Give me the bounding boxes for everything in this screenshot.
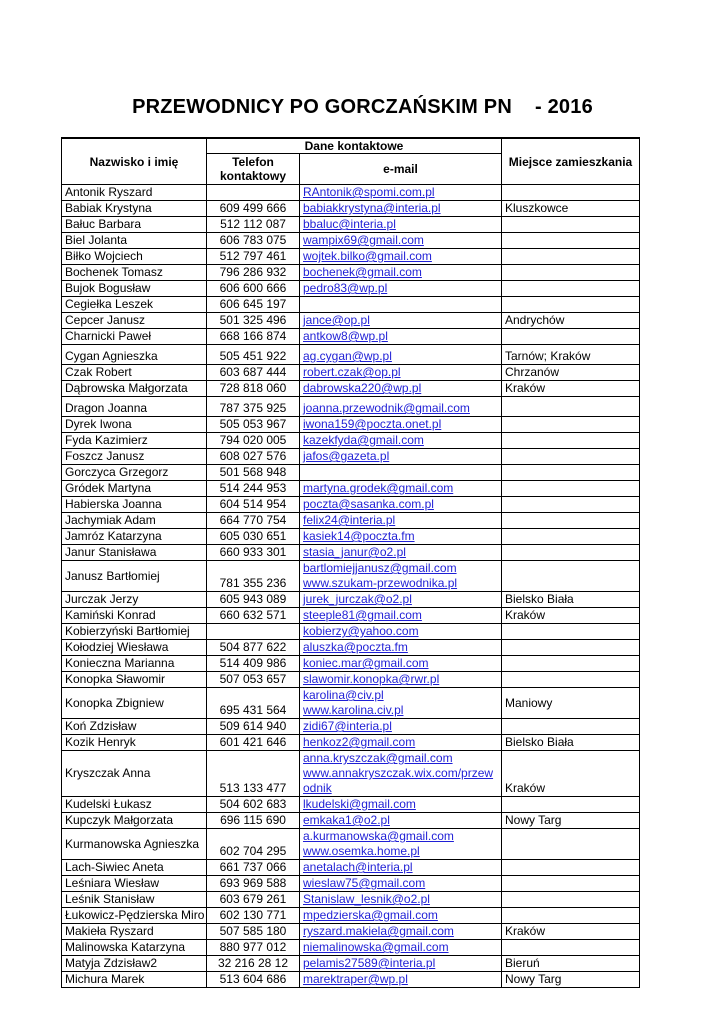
cell-phone: 781 355 236 [207, 561, 300, 592]
cell-name: Gródek Martyna [62, 481, 207, 497]
table-row [62, 829, 640, 860]
cell-email [300, 640, 502, 656]
table-row [62, 656, 640, 672]
cell-email [300, 217, 502, 233]
cell-phone: 880 977 012 [207, 940, 300, 956]
page-title: PRZEWODNICY PO GORCZAŃSKIM PN - 2016 [132, 96, 593, 118]
cell-name: Jamróz Katarzyna [62, 529, 207, 545]
cell-email [300, 561, 502, 592]
cell-name: Biel Jolanta [62, 233, 207, 249]
cell-place [502, 281, 640, 297]
cell-place [502, 672, 640, 688]
cell-name: Kupczyk Małgorzata [62, 813, 207, 829]
cell-email [300, 417, 502, 433]
cell-place: Kraków [502, 924, 640, 940]
cell-email [300, 545, 502, 561]
cell-place [502, 297, 640, 313]
email-link[interactable]: kobierzy@yahoo.com [303, 624, 419, 638]
cell-place [502, 513, 640, 529]
table-row [62, 640, 640, 656]
cell-place [502, 433, 640, 449]
email-link[interactable]: www.annakryszczak.wix.com/przew [303, 766, 494, 780]
email-link[interactable]: steeple81@gmail.com [303, 608, 422, 622]
table-row [62, 892, 640, 908]
cell-place [502, 529, 640, 545]
cell-place [502, 656, 640, 672]
email-link[interactable]: bartlomiejjanusz@gmail.com [303, 561, 457, 575]
header-phone: Telefon kontaktowy [207, 154, 300, 185]
cell-phone: 512 797 461 [207, 249, 300, 265]
email-link[interactable]: aluszka@poczta.fm [303, 640, 408, 654]
cell-phone: 603 687 444 [207, 365, 300, 381]
cell-name: Kobierzyński Bartłomiej [62, 624, 207, 640]
cell-name: Bujok Bogusław [62, 281, 207, 297]
cell-email [300, 813, 502, 829]
email-link[interactable]: a.kurmanowska@gmail.com [303, 829, 454, 843]
email-link[interactable]: wieslaw75@gmail.com [303, 876, 426, 890]
cell-name: Babiak Krystyna [62, 201, 207, 217]
table-row [62, 908, 640, 924]
table-row [62, 608, 640, 624]
cell-place: Andrychów [502, 313, 640, 329]
cell-place: Tarnów; Kraków [502, 345, 640, 365]
cell-phone: 660 933 301 [207, 545, 300, 561]
cell-email [300, 829, 502, 860]
cell-name: Gorczyca Grzegorz [62, 465, 207, 481]
cell-phone: 504 602 683 [207, 797, 300, 813]
cell-phone: 602 130 771 [207, 908, 300, 924]
table-row [62, 281, 640, 297]
cell-name: Jurczak Jerzy [62, 592, 207, 608]
email-link[interactable]: www.szukam-przewodnika.pl [303, 576, 458, 590]
cell-place [502, 892, 640, 908]
table-row [62, 624, 640, 640]
cell-place: Bieruń [502, 956, 640, 972]
cell-email [300, 297, 502, 313]
cell-phone: 693 969 588 [207, 876, 300, 892]
cell-name: Dąbrowska Małgorzata [62, 381, 207, 397]
cell-name: Dyrek Iwona [62, 417, 207, 433]
email-link[interactable]: iwona159@poczta.onet.pl [303, 417, 442, 431]
cell-email [300, 529, 502, 545]
cell-email [300, 465, 502, 481]
table-row [62, 860, 640, 876]
email-link[interactable]: poczta@sasanka.com.pl [303, 497, 434, 511]
cell-email [300, 624, 502, 640]
cell-place [502, 449, 640, 465]
cell-phone [207, 624, 300, 640]
email-link[interactable]: zidi67@interia.pl [303, 719, 392, 733]
cell-phone: 509 614 940 [207, 719, 300, 735]
cell-place: Kraków [502, 751, 640, 797]
cell-name: Kołodziej Wiesława [62, 640, 207, 656]
cell-place [502, 624, 640, 640]
cell-phone: 609 499 666 [207, 201, 300, 217]
cell-name: Leśniara Wiesław [62, 876, 207, 892]
table-row [62, 249, 640, 265]
cell-email [300, 185, 502, 201]
cell-place [502, 329, 640, 345]
cell-phone: 514 244 953 [207, 481, 300, 497]
cell-email [300, 345, 502, 365]
email-link[interactable]: www.karolina.civ.pl [303, 703, 404, 717]
cell-place: Nowy Targ [502, 972, 640, 988]
table-row [62, 233, 640, 249]
cell-name: Leśnik Stanisław [62, 892, 207, 908]
email-link[interactable]: martyna.grodek@gmail.com [303, 481, 454, 495]
cell-phone: 604 514 954 [207, 497, 300, 513]
guides-table [61, 137, 640, 988]
table-row [62, 672, 640, 688]
cell-name: Kurmanowska Agnieszka [62, 829, 207, 860]
cell-phone: 507 053 657 [207, 672, 300, 688]
table-row [62, 529, 640, 545]
table-row [62, 688, 640, 719]
table-row [62, 381, 640, 397]
cell-email [300, 365, 502, 381]
table-row [62, 481, 640, 497]
cell-phone: 605 943 089 [207, 592, 300, 608]
cell-email [300, 281, 502, 297]
email-link[interactable]: stasia_janur@o2.pl [303, 545, 406, 559]
cell-email [300, 397, 502, 417]
cell-place: Bielsko Biała [502, 592, 640, 608]
cell-place: Kraków [502, 381, 640, 397]
cell-email [300, 433, 502, 449]
cell-email [300, 329, 502, 345]
cell-place [502, 719, 640, 735]
email-link[interactable]: ag.cygan@wp.pl [303, 349, 392, 363]
table-row [62, 345, 640, 365]
table-row [62, 561, 640, 592]
table-row [62, 956, 640, 972]
email-link[interactable]: henkoz2@gmail.com [303, 735, 416, 749]
table-row [62, 735, 640, 751]
header-place: Miejsce zamieszkania [502, 138, 640, 185]
cell-phone: 696 115 690 [207, 813, 300, 829]
email-link[interactable]: ryszard.makiela@gmail.com [303, 924, 454, 938]
table-row [62, 201, 640, 217]
cell-name: Kamiński Konrad [62, 608, 207, 624]
cell-place: Kraków [502, 608, 640, 624]
cell-place [502, 829, 640, 860]
cell-phone: 608 027 576 [207, 449, 300, 465]
email-link[interactable]: Stanislaw_lesnik@o2.pl [303, 892, 430, 906]
email-link[interactable]: robert.czak@op.pl [303, 365, 401, 379]
table-row [62, 545, 640, 561]
cell-place: Bielsko Biała [502, 735, 640, 751]
header-contact: Dane kontaktowe [207, 138, 502, 154]
header-name: Nazwisko i imię [62, 138, 207, 185]
cell-name: Łukowicz-Pędzierska Miro [62, 908, 207, 924]
cell-place [502, 465, 640, 481]
cell-place [502, 561, 640, 592]
cell-name: Konopka Zbigniew [62, 688, 207, 719]
cell-name: Michura Marek [62, 972, 207, 988]
cell-email [300, 608, 502, 624]
email-link[interactable]: bbaluc@interia.pl [303, 217, 396, 231]
cell-phone: 505 053 967 [207, 417, 300, 433]
cell-place [502, 876, 640, 892]
email-link[interactable]: www.osemka.home.pl [303, 844, 420, 858]
cell-email [300, 719, 502, 735]
cell-phone: 603 679 261 [207, 892, 300, 908]
cell-email [300, 956, 502, 972]
email-link[interactable]: lkudelski@gmail.com [303, 797, 416, 811]
cell-phone: 606 783 075 [207, 233, 300, 249]
cell-email [300, 656, 502, 672]
cell-email [300, 481, 502, 497]
cell-phone: 602 704 295 [207, 829, 300, 860]
cell-phone: 787 375 925 [207, 397, 300, 417]
cell-phone: 796 286 932 [207, 265, 300, 281]
cell-email [300, 751, 502, 797]
cell-name: Matyja Zdzisław2 [62, 956, 207, 972]
cell-email [300, 265, 502, 281]
email-link[interactable]: felix24@interia.pl [303, 513, 396, 527]
table-row [62, 592, 640, 608]
email-link[interactable]: pedro83@wp.pl [303, 281, 388, 295]
cell-email [300, 201, 502, 217]
email-link[interactable]: odnik [303, 781, 332, 795]
cell-email [300, 449, 502, 465]
email-link[interactable]: kasiek14@poczta.fm [303, 529, 415, 543]
cell-phone: 664 770 754 [207, 513, 300, 529]
cell-phone: 728 818 060 [207, 381, 300, 397]
cell-place [502, 417, 640, 433]
email-link[interactable]: jance@op.pl [303, 313, 370, 327]
cell-email [300, 233, 502, 249]
email-link[interactable]: wampix69@gmail.com [303, 233, 424, 247]
email-link[interactable]: kazekfyda@gmail.com [303, 433, 424, 447]
cell-email [300, 313, 502, 329]
email-link[interactable]: marektraper@wp.pl [303, 972, 408, 986]
table-row [62, 751, 640, 797]
table-row [62, 217, 640, 233]
table-row [62, 513, 640, 529]
cell-place [502, 249, 640, 265]
cell-email [300, 892, 502, 908]
cell-name: Janusz Bartłomiej [62, 561, 207, 592]
cell-place [502, 217, 640, 233]
cell-name: Kryszczak Anna [62, 751, 207, 797]
cell-place [502, 481, 640, 497]
cell-phone: 660 632 571 [207, 608, 300, 624]
cell-phone: 501 568 948 [207, 465, 300, 481]
table-row [62, 797, 640, 813]
cell-place [502, 545, 640, 561]
table-row [62, 972, 640, 988]
cell-phone: 606 645 197 [207, 297, 300, 313]
cell-name: Biłko Wojciech [62, 249, 207, 265]
table-row [62, 433, 640, 449]
table-row [62, 497, 640, 513]
email-link[interactable]: jafos@gazeta.pl [303, 449, 390, 463]
table-row [62, 265, 640, 281]
table-row [62, 813, 640, 829]
header-email: e-mail [300, 154, 502, 185]
table-row [62, 449, 640, 465]
cell-name: Lach-Siwiec Aneta [62, 860, 207, 876]
table-row [62, 924, 640, 940]
email-link[interactable]: pelamis27589@interia.pl [303, 956, 436, 970]
table-row [62, 940, 640, 956]
table-row [62, 365, 640, 381]
email-link[interactable]: RAntonik@spomi.com.pl [303, 185, 435, 199]
cell-email [300, 860, 502, 876]
cell-name: Bochenek Tomasz [62, 265, 207, 281]
table-row [62, 876, 640, 892]
cell-email [300, 940, 502, 956]
cell-phone: 605 030 651 [207, 529, 300, 545]
cell-email [300, 735, 502, 751]
cell-email [300, 797, 502, 813]
cell-phone: 661 737 066 [207, 860, 300, 876]
cell-place [502, 185, 640, 201]
table-row [62, 329, 640, 345]
cell-place: Kluszkowce [502, 201, 640, 217]
cell-name: Konopka Sławomir [62, 672, 207, 688]
cell-place [502, 640, 640, 656]
cell-name: Koń Zdzisław [62, 719, 207, 735]
email-link[interactable]: anna.kryszczak@gmail.com [303, 751, 453, 765]
cell-place [502, 397, 640, 417]
table-row [62, 719, 640, 735]
cell-phone: 606 600 666 [207, 281, 300, 297]
cell-phone: 507 585 180 [207, 924, 300, 940]
cell-email [300, 688, 502, 719]
cell-place: Nowy Targ [502, 813, 640, 829]
cell-name: Antonik Ryszard [62, 185, 207, 201]
cell-phone: 32 216 28 12 [207, 956, 300, 972]
cell-name: Jachymiak Adam [62, 513, 207, 529]
cell-place: Chrzanów [502, 365, 640, 381]
cell-name: Cepcer Janusz [62, 313, 207, 329]
cell-name: Foszcz Janusz [62, 449, 207, 465]
cell-name: Habierska Joanna [62, 497, 207, 513]
cell-name: Dragon Joanna [62, 397, 207, 417]
cell-email [300, 924, 502, 940]
table-row [62, 313, 640, 329]
cell-name: Makieła Ryszard [62, 924, 207, 940]
table-row [62, 465, 640, 481]
email-link[interactable]: jurek_jurczak@o2.pl [303, 592, 412, 606]
cell-name: Malinowska Katarzyna [62, 940, 207, 956]
cell-place: Maniowy [502, 688, 640, 719]
cell-name: Bałuc Barbara [62, 217, 207, 233]
email-link[interactable]: niemalinowska@gmail.com [303, 940, 449, 954]
cell-email [300, 672, 502, 688]
cell-email [300, 513, 502, 529]
cell-name: Charnicki Paweł [62, 329, 207, 345]
cell-phone: 505 451 922 [207, 345, 300, 365]
cell-place [502, 908, 640, 924]
cell-name: Kudelski Łukasz [62, 797, 207, 813]
cell-phone: 514 409 986 [207, 656, 300, 672]
email-link[interactable]: bochenek@gmail.com [303, 265, 422, 279]
table-row [62, 185, 640, 201]
cell-name: Cegiełka Leszek [62, 297, 207, 313]
cell-name: Konieczna Marianna [62, 656, 207, 672]
cell-phone: 512 112 087 [207, 217, 300, 233]
email-link[interactable]: emkaka1@o2.pl [303, 813, 390, 827]
email-link[interactable]: wojtek.bilko@gmail.com [303, 249, 432, 263]
cell-email [300, 249, 502, 265]
table-row [62, 397, 640, 417]
cell-place [502, 797, 640, 813]
email-link[interactable]: mpedzierska@gmail.com [303, 908, 438, 922]
cell-name: Fyda Kazimierz [62, 433, 207, 449]
table-row [62, 297, 640, 313]
cell-place [502, 860, 640, 876]
email-link[interactable]: dabrowska220@wp.pl [303, 381, 422, 395]
email-link[interactable]: anetalach@interia.pl [303, 860, 413, 874]
cell-name: Kozik Henryk [62, 735, 207, 751]
email-link[interactable]: slawomir.konopka@rwr.pl [303, 672, 440, 686]
email-link[interactable]: karolina@civ.pl [303, 688, 384, 702]
cell-phone: 513 133 477 [207, 751, 300, 797]
cell-phone: 695 431 564 [207, 688, 300, 719]
cell-place [502, 940, 640, 956]
cell-name: Cygan Agnieszka [62, 345, 207, 365]
cell-place [502, 497, 640, 513]
cell-phone: 601 421 646 [207, 735, 300, 751]
cell-phone: 501 325 496 [207, 313, 300, 329]
cell-email [300, 592, 502, 608]
cell-email [300, 381, 502, 397]
email-link[interactable]: babiakkrystyna@interia.pl [303, 201, 441, 215]
cell-email [300, 876, 502, 892]
cell-phone: 668 166 874 [207, 329, 300, 345]
cell-email [300, 497, 502, 513]
cell-phone: 504 877 622 [207, 640, 300, 656]
cell-email [300, 908, 502, 924]
cell-email [300, 972, 502, 988]
cell-name: Janur Stanisława [62, 545, 207, 561]
email-link[interactable]: antkow8@wp.pl [303, 329, 388, 343]
cell-place [502, 233, 640, 249]
table-row [62, 417, 640, 433]
cell-name: Czak Robert [62, 365, 207, 381]
email-link[interactable]: koniec.mar@gmail.com [303, 656, 429, 670]
email-link[interactable]: joanna.przewodnik@gmail.com [303, 401, 470, 415]
cell-place [502, 265, 640, 281]
cell-phone [207, 185, 300, 201]
cell-phone: 794 020 005 [207, 433, 300, 449]
cell-phone: 513 604 686 [207, 972, 300, 988]
